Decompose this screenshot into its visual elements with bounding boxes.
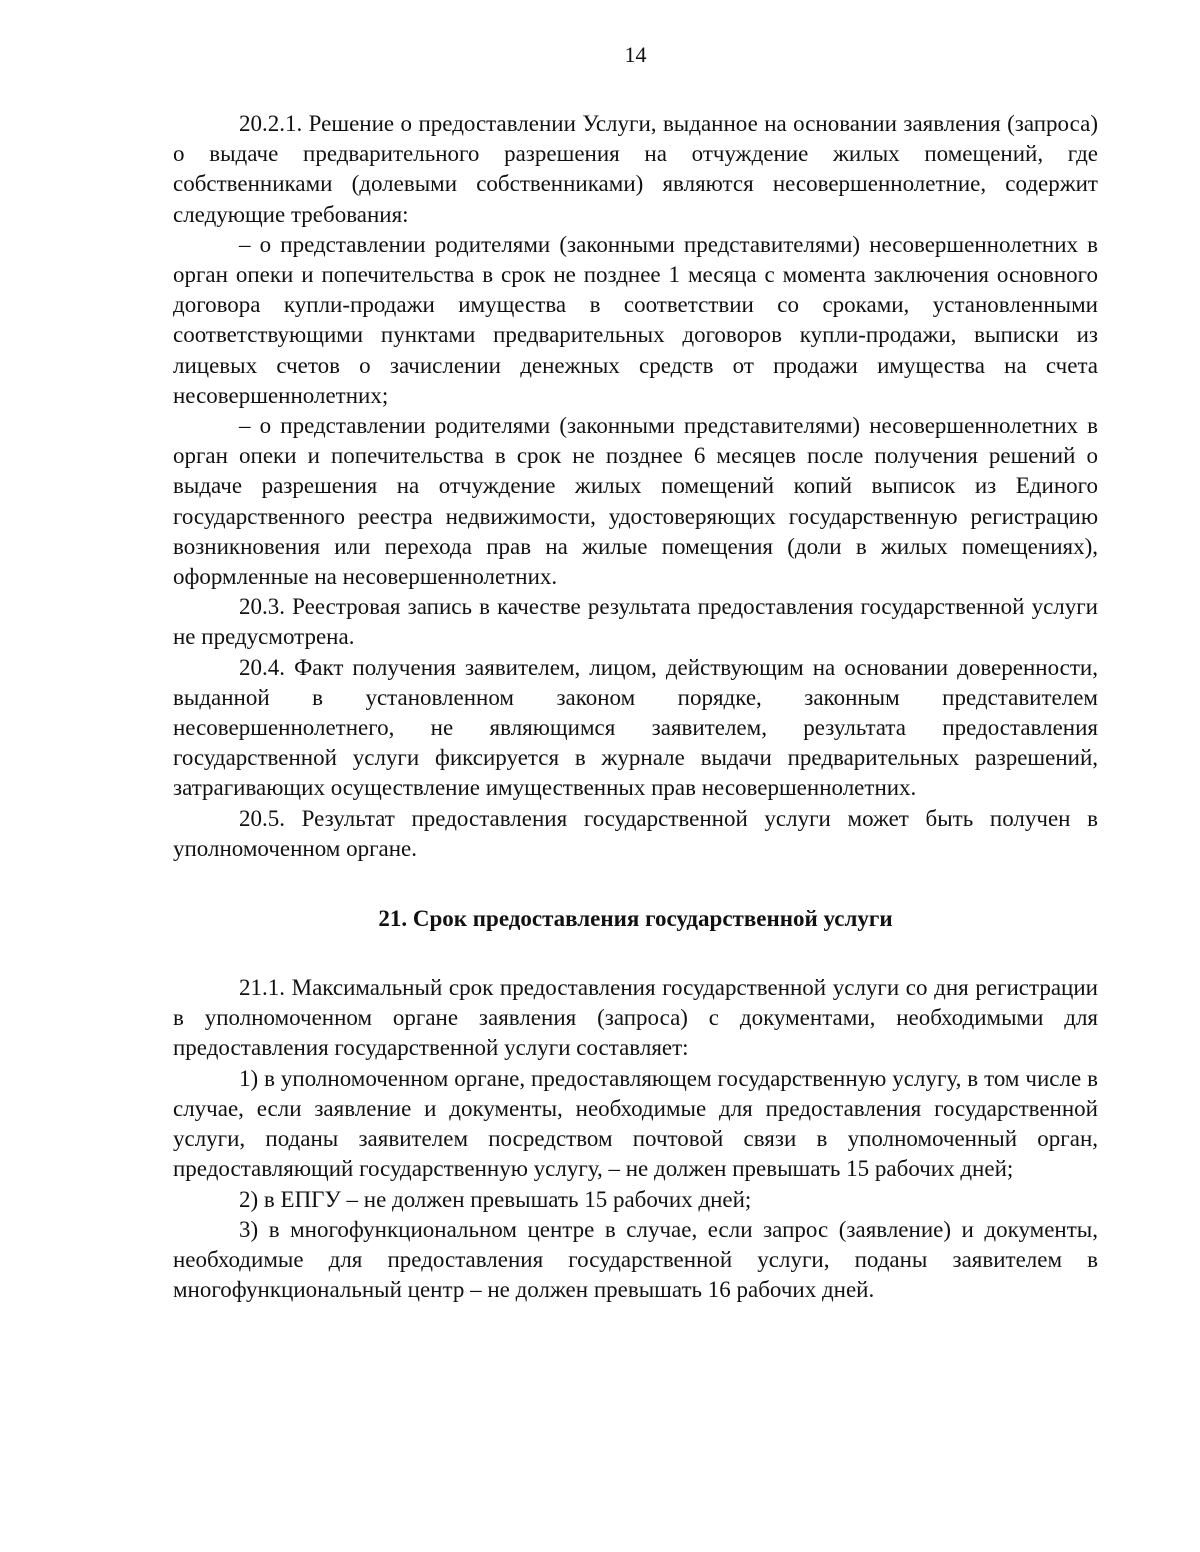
paragraph-20-4: 20.4. Факт получения заявителем, лицом, действующим на основании доверенности, выданной в установленном законом порядке, законным представителем несовершеннолетнего, не являющимся заявителем, результата предоставления государственной услуги фиксируется в журнале выдачи предварительных разрешений, затрагивающих осуществление имущественных прав несовершеннолетних. xyxy=(173,654,1098,801)
section-heading: 21. Срок предоставления государственной услуги xyxy=(378,906,893,932)
paragraph-20-2-1: 20.2.1. Решение о предоставлении Услуги, выданное на основании заявления (запроса) о выдаче предварительного разрешения на отчуждение жилых помещений, где собственниками (долевыми собственниками) являются несовершеннолетние, содержит следующие требования: xyxy=(173,111,1098,227)
paragraph-21-1-item-3: 3) в многофункциональном центре в случае, если запрос (заявление) и документы, необходимые для предоставления государственной услуги, поданы заявителем в многофункциональный центр – не должен превышать 16 рабочих дней. xyxy=(173,1216,1098,1303)
paragraph-20-5: 20.5. Результат предоставления государственной услуги может быть получен в уполномоченном органе. xyxy=(173,805,1098,861)
page-number: 14 xyxy=(624,42,647,67)
paragraph-20-3: 20.3. Реестровая запись в качестве результата предоставления государственной услуги не предусмотрена. xyxy=(173,594,1098,650)
document-page xyxy=(173,40,1098,1520)
paragraph-requirement-2: – о представлении родителями (законными представителями) несовершеннолетних в орган опеки и попечительства в срок не позднее 6 месяцев после получения решений о выдаче разрешения на отчуждение жилых помещений копий выписок из Единого государственного реестра недвижимости, удостоверяющих государственную регистрацию возникновения или перехода прав на жилые помещения (доли в жилых помещениях), оформленные на несовершеннолетних. xyxy=(173,413,1098,590)
paragraph-requirement-1: – о представлении родителями (законными представителями) несовершеннолетних в орган опеки и попечительства в срок не позднее 1 месяца с момента заключения основного договора купли-продажи имущества в соответствии со сроками, установленными соответствующими пунктами предварительных договоров купли-продажи, выписки из лицевых счетов о зачислении денежных средств от продажи имущества на счета несовершеннолетних; xyxy=(173,231,1098,408)
paragraph-21-1-item-1: 1) в уполномоченном органе, предоставляющем государственную услугу, в том числе в случае, если заявление и документы, необходимые для предоставления государственной услуги, поданы заявителем посредством почтовой связи в уполномоченный орган, предоставляющий государственную услугу, – не должен превышать 15 рабочих дней; xyxy=(173,1065,1098,1182)
paragraph-21-1-item-2: 2) в ЕПГУ – не должен превышать 15 рабочих дней; xyxy=(239,1186,752,1212)
paragraph-21-1: 21.1. Максимальный срок предоставления государственной услуги со дня регистрации в уполномоченном органе заявления (запроса) с документами, необходимыми для предоставления государственной услуги составляет: xyxy=(173,975,1098,1061)
